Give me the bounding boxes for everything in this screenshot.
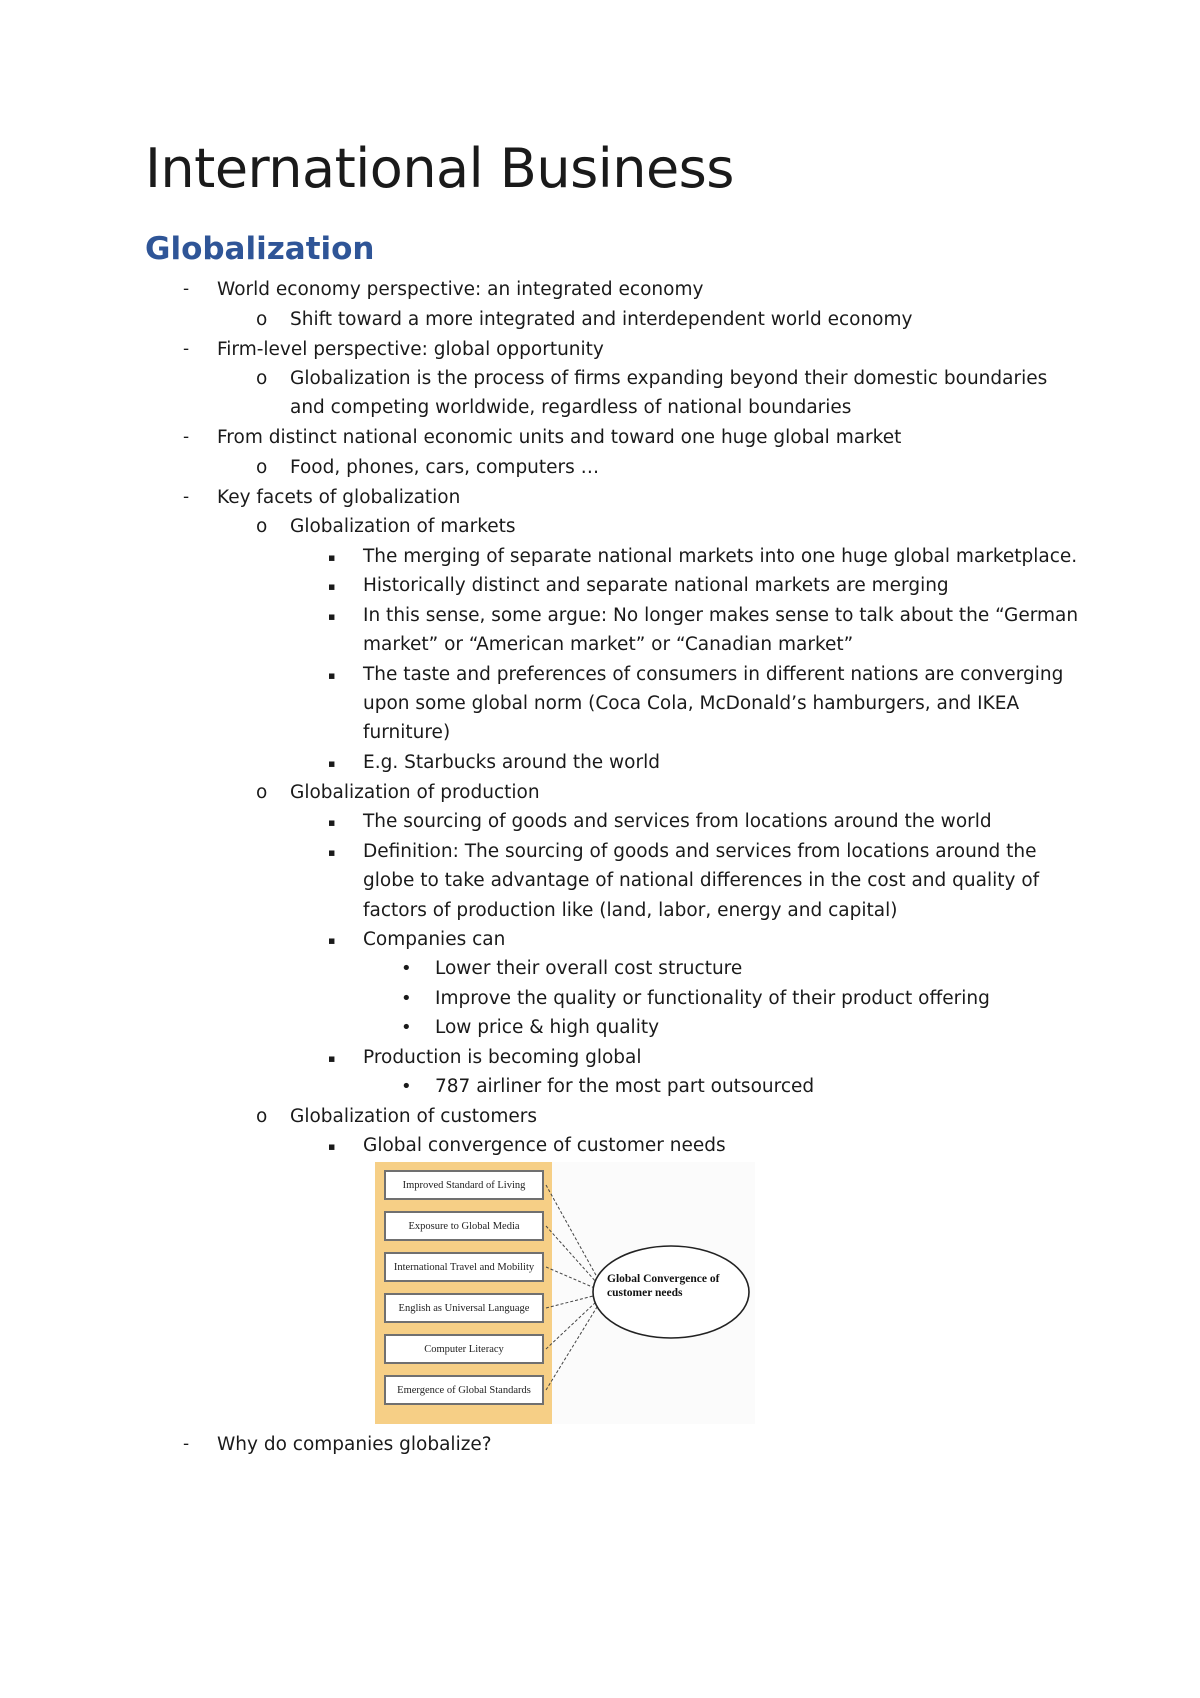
outline-line-level-1: Why do companies globalize? bbox=[217, 1434, 492, 1455]
outline-line-level-3: The sourcing of goods and services from locations around the world bbox=[363, 811, 992, 832]
outline-line-level-2: and competing worldwide, regardless of national boundaries bbox=[290, 397, 852, 418]
diagram-connector-arrow bbox=[546, 1295, 597, 1308]
dash-bullet-marker: - bbox=[183, 427, 190, 447]
square-bullet-marker: ▪ bbox=[328, 551, 336, 564]
outline-line-level-1: From distinct national economic units and toward one huge global market bbox=[217, 427, 902, 448]
outline-line-level-4: Improve the quality or functionality of their product offering bbox=[435, 988, 990, 1009]
square-bullet-marker: ▪ bbox=[328, 1052, 336, 1065]
outline-line-level-4: 787 airliner for the most part outsourced bbox=[435, 1076, 815, 1097]
dot-bullet-marker: • bbox=[401, 958, 412, 979]
outline-line-level-3: furniture) bbox=[363, 722, 451, 743]
diagram-connector-arrow bbox=[546, 1267, 597, 1289]
document-title: International Business bbox=[145, 137, 734, 200]
outline-line-level-4: Lower their overall cost structure bbox=[435, 958, 743, 979]
dot-bullet-marker: • bbox=[401, 1017, 412, 1038]
outline-line-level-3: Production is becoming global bbox=[363, 1047, 642, 1068]
dash-bullet-marker: - bbox=[183, 487, 190, 507]
circle-bullet-marker: o bbox=[256, 782, 268, 803]
outline-line-level-2: Globalization of customers bbox=[290, 1106, 537, 1127]
dash-bullet-marker: - bbox=[183, 1434, 190, 1454]
outline-line-level-2: Globalization of production bbox=[290, 782, 540, 803]
outline-line-level-2: Shift toward a more integrated and interdependent world economy bbox=[290, 309, 913, 330]
square-bullet-marker: ▪ bbox=[328, 934, 336, 947]
diagram-box: Computer Literacy bbox=[384, 1334, 544, 1364]
outline-line-level-3: Companies can bbox=[363, 929, 506, 950]
outline-line-level-2: Food, phones, cars, computers … bbox=[290, 457, 600, 478]
dot-bullet-marker: • bbox=[401, 988, 412, 1009]
outline-line-level-3: E.g. Starbucks around the world bbox=[363, 752, 660, 773]
square-bullet-marker: ▪ bbox=[328, 610, 336, 623]
diagram-connector-arrow bbox=[546, 1301, 597, 1349]
square-bullet-marker: ▪ bbox=[328, 580, 336, 593]
outline-line-level-2: Globalization of markets bbox=[290, 516, 516, 537]
section-heading-globalization: Globalization bbox=[145, 231, 375, 267]
circle-bullet-marker: o bbox=[256, 309, 268, 330]
dot-bullet-marker: • bbox=[401, 1076, 412, 1097]
outline-line-level-3: Historically distinct and separate national markets are merging bbox=[363, 575, 949, 596]
diagram-box: English as Universal Language bbox=[384, 1293, 544, 1323]
square-bullet-marker: ▪ bbox=[328, 1140, 336, 1153]
outline-line-level-1: World economy perspective: an integrated economy bbox=[217, 279, 704, 300]
outline-line-level-3: factors of production like (land, labor, energy and capital) bbox=[363, 900, 898, 921]
oval-label: Global Convergence of customer needs bbox=[607, 1273, 720, 1300]
square-bullet-marker: ▪ bbox=[328, 757, 336, 770]
diagram-connector-arrow bbox=[546, 1307, 597, 1390]
outline-line-level-3: market” or “American market” or “Canadian market” bbox=[363, 634, 854, 655]
outline-line-level-3: The merging of separate national markets into one huge global marketplace. bbox=[363, 546, 1078, 567]
diagram-box: Improved Standard of Living bbox=[384, 1170, 544, 1200]
outline-line-level-3: Global convergence of customer needs bbox=[363, 1135, 726, 1156]
outline-line-level-1: Firm-level perspective: global opportunity bbox=[217, 339, 604, 360]
outline-line-level-4: Low price & high quality bbox=[435, 1017, 660, 1038]
outline-line-level-3: Definition: The sourcing of goods and services from locations around the bbox=[363, 841, 1037, 862]
outline-line-level-3: In this sense, some argue: No longer makes sense to talk about the “German bbox=[363, 605, 1079, 626]
outline-line-level-3: The taste and preferences of consumers in different nations are converging bbox=[363, 664, 1064, 685]
outline-line-level-3: globe to take advantage of national differences in the cost and quality of bbox=[363, 870, 1040, 891]
circle-bullet-marker: o bbox=[256, 457, 268, 478]
diagram-connector-arrow bbox=[546, 1185, 597, 1277]
outline-line-level-2: Globalization is the process of firms expanding beyond their domestic boundaries bbox=[290, 368, 1048, 389]
square-bullet-marker: ▪ bbox=[328, 846, 336, 859]
diagram-connector-arrow bbox=[546, 1226, 597, 1283]
diagram-box: Exposure to Global Media bbox=[384, 1211, 544, 1241]
convergence-diagram bbox=[375, 1162, 755, 1424]
outline-line-level-1: Key facets of globalization bbox=[217, 487, 461, 508]
diagram-box: International Travel and Mobility bbox=[384, 1252, 544, 1282]
circle-bullet-marker: o bbox=[256, 1106, 268, 1127]
circle-bullet-marker: o bbox=[256, 368, 268, 389]
outline-line-level-3: upon some global norm (Coca Cola, McDonald’s hamburgers, and IKEA bbox=[363, 693, 1020, 714]
diagram-box: Emergence of Global Standards bbox=[384, 1375, 544, 1405]
square-bullet-marker: ▪ bbox=[328, 816, 336, 829]
square-bullet-marker: ▪ bbox=[328, 669, 336, 682]
circle-bullet-marker: o bbox=[256, 516, 268, 537]
dash-bullet-marker: - bbox=[183, 279, 190, 299]
dash-bullet-marker: - bbox=[183, 339, 190, 359]
